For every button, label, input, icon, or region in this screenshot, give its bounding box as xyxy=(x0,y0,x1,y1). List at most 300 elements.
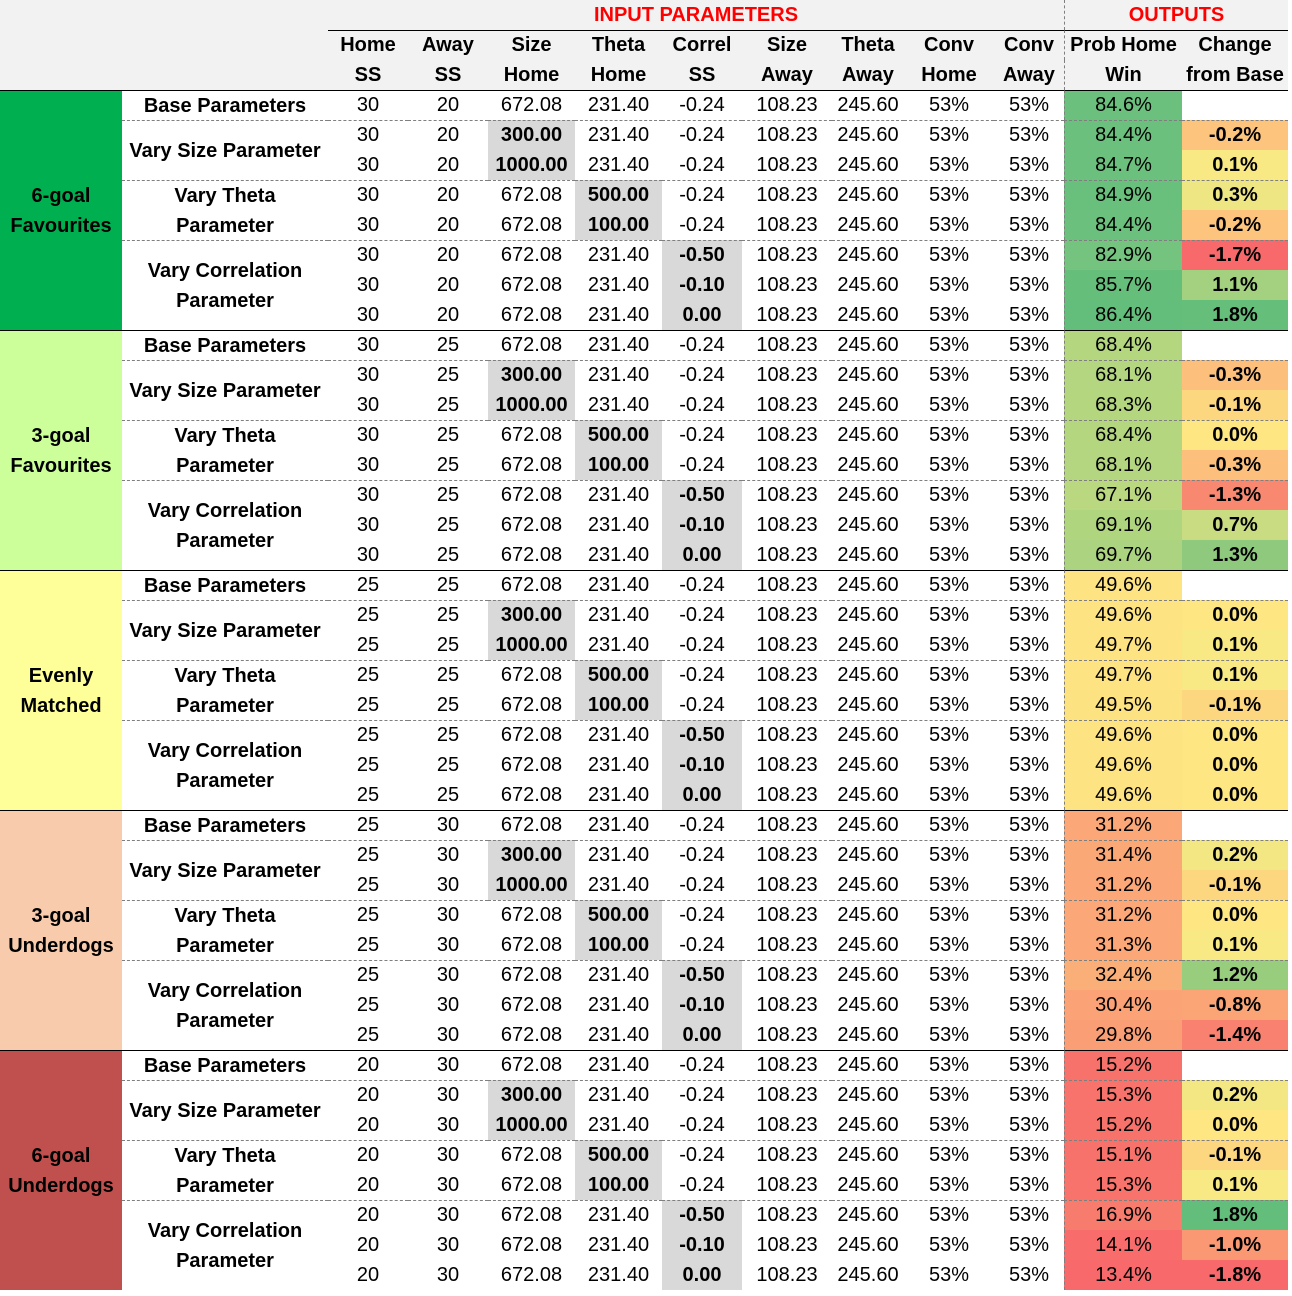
param-away-ss: 30 xyxy=(436,1113,460,1136)
scenario-label-line: Vary Size Parameter xyxy=(129,859,321,882)
param-conv-away: 53% xyxy=(994,660,1064,690)
param-size-home: 1000.00 xyxy=(488,630,575,660)
column-header: Away xyxy=(408,30,488,60)
param-conv-home: 53% xyxy=(904,480,994,510)
param-correl: 0.00 xyxy=(662,1020,742,1050)
param-home-ss: 30 xyxy=(328,180,408,210)
group-label xyxy=(0,90,122,330)
param-home-ss: 20 xyxy=(356,1263,380,1286)
param-conv-away: 53% xyxy=(994,1200,1064,1230)
change-from-base xyxy=(1182,330,1288,360)
param-size-away: 108.23 xyxy=(742,810,832,840)
param-away-ss: 30 xyxy=(436,1263,460,1286)
param-size-away: 108.23 xyxy=(742,240,832,270)
scenario-label-line: Parameter xyxy=(176,529,274,552)
param-away-ss: 20 xyxy=(408,90,488,120)
param-size-away: 108.23 xyxy=(756,273,818,296)
param-size-home: 672.08 xyxy=(488,180,575,210)
param-theta-home: 231.40 xyxy=(587,783,650,806)
param-theta-home: 231.40 xyxy=(587,513,650,536)
param-size-home: 300.00 xyxy=(488,1080,575,1110)
param-correl: -0.24 xyxy=(679,393,725,416)
param-conv-away: 53% xyxy=(1008,693,1050,716)
scenario-label-line: Parameter xyxy=(176,1249,274,1272)
param-away-ss: 30 xyxy=(436,873,460,896)
change-from-base: -1.7% xyxy=(1182,240,1288,270)
param-theta-home: 231.40 xyxy=(587,153,650,176)
param-conv-away: 53% xyxy=(1008,633,1050,656)
prob-home-win: 84.6% xyxy=(1064,90,1182,120)
param-home-ss: 25 xyxy=(328,570,408,600)
param-home-ss: 25 xyxy=(328,720,408,750)
param-away-ss: 25 xyxy=(436,753,460,776)
param-away-ss: 20 xyxy=(436,273,460,296)
column-header-sub: Away xyxy=(994,60,1064,90)
param-conv-away: 53% xyxy=(994,90,1064,120)
change-from-base: -0.1% xyxy=(1182,390,1288,420)
param-theta-home: 231.40 xyxy=(575,480,662,510)
group-label xyxy=(0,810,122,1050)
scenario-label-line: Vary Correlation xyxy=(147,739,303,762)
param-correl: -0.50 xyxy=(662,240,742,270)
param-size-home: 672.08 xyxy=(488,480,575,510)
param-theta-home: 231.40 xyxy=(575,90,662,120)
group-label-line: 3-goal xyxy=(31,424,91,447)
param-theta-away: 245.60 xyxy=(837,993,899,1016)
column-header: Conv xyxy=(994,30,1064,60)
param-home-ss: 30 xyxy=(356,513,380,536)
param-size-home: 672.08 xyxy=(488,720,575,750)
param-theta-away: 245.60 xyxy=(837,933,899,956)
group-label xyxy=(0,570,122,810)
param-conv-away: 53% xyxy=(994,1050,1064,1080)
scenario-label-line: Vary Size Parameter xyxy=(129,139,321,162)
change-from-base xyxy=(1182,90,1288,120)
param-correl: -0.10 xyxy=(662,510,742,540)
scenario-label xyxy=(122,330,328,360)
scenario-label-line: Parameter xyxy=(176,454,274,477)
param-correl: -0.24 xyxy=(679,693,725,716)
prob-home-win: 49.6% xyxy=(1064,750,1182,780)
param-theta-away: 245.60 xyxy=(832,720,904,750)
param-size-home: 672.08 xyxy=(488,1200,575,1230)
param-theta-away: 245.60 xyxy=(832,810,904,840)
param-size-away: 108.23 xyxy=(742,720,832,750)
param-correl: -0.10 xyxy=(662,1230,742,1260)
param-theta-away: 245.60 xyxy=(837,453,899,476)
scenario-label-line: Vary Correlation xyxy=(147,1219,303,1242)
param-conv-away: 53% xyxy=(1008,873,1050,896)
param-conv-home: 53% xyxy=(904,90,994,120)
param-home-ss: 30 xyxy=(328,90,408,120)
column-header: Prob Home xyxy=(1064,30,1182,60)
param-theta-home: 231.40 xyxy=(575,960,662,990)
prob-home-win: 15.2% xyxy=(1064,1110,1182,1140)
param-theta-home: 100.00 xyxy=(575,930,662,960)
param-size-home: 672.08 xyxy=(500,303,563,326)
change-from-base: 1.1% xyxy=(1182,270,1288,300)
param-size-home: 672.08 xyxy=(488,960,575,990)
param-conv-home: 53% xyxy=(904,720,994,750)
change-from-base: -1.0% xyxy=(1182,1230,1288,1260)
param-size-home: 672.08 xyxy=(488,420,575,450)
param-theta-home: 231.40 xyxy=(575,240,662,270)
param-away-ss: 30 xyxy=(408,1140,488,1170)
param-theta-home: 100.00 xyxy=(575,1170,662,1200)
change-from-base xyxy=(1182,570,1288,600)
param-theta-home: 231.40 xyxy=(587,1233,650,1256)
param-conv-home: 53% xyxy=(928,153,970,176)
group-label xyxy=(0,330,122,570)
scenario-label-line: Vary Theta xyxy=(174,664,276,687)
prob-home-win: 68.4% xyxy=(1064,330,1182,360)
change-from-base: 0.7% xyxy=(1182,510,1288,540)
param-size-away: 108.23 xyxy=(756,1263,818,1286)
prob-home-win: 15.2% xyxy=(1064,1050,1182,1080)
param-conv-home: 53% xyxy=(928,453,970,476)
param-conv-home: 53% xyxy=(928,1233,970,1256)
param-away-ss: 20 xyxy=(408,120,488,150)
scenario-label xyxy=(122,480,328,570)
change-from-base: -0.1% xyxy=(1182,1140,1288,1170)
param-conv-home: 53% xyxy=(904,360,994,390)
param-theta-home: 231.40 xyxy=(587,993,650,1016)
column-header: Conv xyxy=(904,30,994,60)
scenario-label-line: Vary Size Parameter xyxy=(129,619,321,642)
scenario-label-line: Vary Size Parameter xyxy=(129,1099,321,1122)
prob-home-win: 68.3% xyxy=(1064,390,1182,420)
param-home-ss: 25 xyxy=(356,873,380,896)
param-conv-away: 53% xyxy=(1008,993,1050,1016)
scenario-label xyxy=(122,1200,328,1290)
prob-home-win: 30.4% xyxy=(1064,990,1182,1020)
param-correl: -0.24 xyxy=(679,213,725,236)
param-home-ss: 30 xyxy=(328,480,408,510)
param-correl: 0.00 xyxy=(662,540,742,570)
param-theta-home: 231.40 xyxy=(587,1263,650,1286)
param-conv-home: 53% xyxy=(904,600,994,630)
param-away-ss: 30 xyxy=(408,900,488,930)
param-conv-home: 53% xyxy=(928,1113,970,1136)
param-away-ss: 25 xyxy=(436,453,460,476)
scenario-label xyxy=(122,660,328,720)
param-conv-away: 53% xyxy=(1008,513,1050,536)
group-label-line: 6-goal xyxy=(31,184,91,207)
param-conv-away: 53% xyxy=(1008,453,1050,476)
scenario-label xyxy=(122,180,328,240)
param-correl: -0.24 xyxy=(662,660,742,690)
group-label xyxy=(0,1050,122,1290)
param-conv-home: 53% xyxy=(928,303,970,326)
param-size-away: 108.23 xyxy=(742,660,832,690)
param-theta-home: 500.00 xyxy=(575,900,662,930)
param-correl: -0.24 xyxy=(662,840,742,870)
param-theta-away: 245.60 xyxy=(837,693,899,716)
scenario-label-line: Parameter xyxy=(176,694,274,717)
param-size-away: 108.23 xyxy=(756,693,818,716)
column-header-sub: SS xyxy=(662,60,742,90)
group-label-line: 3-goal xyxy=(31,904,91,927)
param-away-ss: 30 xyxy=(408,840,488,870)
param-conv-home: 53% xyxy=(928,693,970,716)
param-conv-home: 53% xyxy=(904,840,994,870)
param-size-home: 672.08 xyxy=(488,810,575,840)
param-theta-home: 231.40 xyxy=(575,570,662,600)
param-correl: -0.24 xyxy=(679,873,725,896)
prob-home-win: 84.4% xyxy=(1064,210,1182,240)
param-home-ss: 20 xyxy=(328,1200,408,1230)
param-size-home: 672.08 xyxy=(500,513,563,536)
param-home-ss: 30 xyxy=(328,420,408,450)
param-theta-home: 231.40 xyxy=(587,873,650,896)
param-conv-home: 53% xyxy=(928,783,970,806)
param-theta-away: 245.60 xyxy=(832,180,904,210)
prob-home-win: 84.9% xyxy=(1064,180,1182,210)
param-away-ss: 25 xyxy=(436,393,460,416)
scenario-label xyxy=(122,120,328,180)
param-size-away: 108.23 xyxy=(756,393,818,416)
change-from-base: -1.3% xyxy=(1182,480,1288,510)
param-theta-away: 245.60 xyxy=(837,513,899,536)
param-conv-away: 53% xyxy=(994,900,1064,930)
param-correl: 0.00 xyxy=(662,300,742,330)
param-theta-home: 100.00 xyxy=(575,690,662,720)
param-home-ss: 20 xyxy=(328,1080,408,1110)
param-conv-home: 53% xyxy=(928,1023,970,1046)
param-conv-away: 53% xyxy=(994,960,1064,990)
prob-home-win: 16.9% xyxy=(1064,1200,1182,1230)
param-correl: -0.24 xyxy=(679,1113,725,1136)
param-size-away: 108.23 xyxy=(756,513,818,536)
change-from-base: -0.3% xyxy=(1182,450,1288,480)
param-conv-home: 53% xyxy=(928,213,970,236)
param-size-away: 108.23 xyxy=(742,1050,832,1080)
param-conv-home: 53% xyxy=(928,933,970,956)
param-home-ss: 25 xyxy=(328,960,408,990)
param-size-away: 108.23 xyxy=(756,213,818,236)
scenario-label-line: Parameter xyxy=(176,1174,274,1197)
param-conv-home: 53% xyxy=(904,120,994,150)
param-correl: -0.24 xyxy=(662,1140,742,1170)
group-label-line: Underdogs xyxy=(8,934,114,957)
scenario-label-line: Vary Correlation xyxy=(147,499,303,522)
param-theta-away: 245.60 xyxy=(832,1080,904,1110)
param-theta-away: 245.60 xyxy=(832,660,904,690)
param-away-ss: 30 xyxy=(408,810,488,840)
param-theta-home: 500.00 xyxy=(575,1140,662,1170)
param-conv-away: 53% xyxy=(1008,1173,1050,1196)
param-home-ss: 25 xyxy=(356,693,380,716)
param-correl: -0.10 xyxy=(662,270,742,300)
param-correl: -0.24 xyxy=(662,90,742,120)
param-size-home: 1000.00 xyxy=(488,1110,575,1140)
param-size-home: 300.00 xyxy=(488,840,575,870)
change-from-base: 0.1% xyxy=(1182,660,1288,690)
param-home-ss: 30 xyxy=(328,120,408,150)
param-home-ss: 30 xyxy=(356,153,380,176)
param-correl: -0.50 xyxy=(662,480,742,510)
param-away-ss: 30 xyxy=(408,960,488,990)
param-theta-away: 245.60 xyxy=(832,240,904,270)
param-theta-home: 231.40 xyxy=(587,543,650,566)
param-size-home: 672.08 xyxy=(500,1173,563,1196)
param-conv-away: 53% xyxy=(994,840,1064,870)
param-away-ss: 25 xyxy=(408,600,488,630)
scenario-label xyxy=(122,720,328,810)
change-from-base: 0.3% xyxy=(1182,180,1288,210)
param-size-away: 108.23 xyxy=(756,933,818,956)
param-away-ss: 30 xyxy=(436,1173,460,1196)
change-from-base: 1.8% xyxy=(1182,300,1288,330)
group-label-line: 6-goal xyxy=(31,1144,91,1167)
param-theta-home: 231.40 xyxy=(575,120,662,150)
param-home-ss: 30 xyxy=(356,543,380,566)
param-away-ss: 30 xyxy=(408,1200,488,1230)
param-away-ss: 30 xyxy=(408,1050,488,1080)
change-from-base: -0.2% xyxy=(1182,120,1288,150)
param-theta-away: 245.60 xyxy=(837,273,899,296)
param-away-ss: 20 xyxy=(436,213,460,236)
scenario-label xyxy=(122,420,328,480)
param-away-ss: 25 xyxy=(408,720,488,750)
param-theta-away: 245.60 xyxy=(837,303,899,326)
param-theta-home: 231.40 xyxy=(575,720,662,750)
param-size-away: 108.23 xyxy=(742,360,832,390)
scenario-label-line: Base Parameters xyxy=(143,94,307,117)
param-home-ss: 25 xyxy=(356,993,380,1016)
param-away-ss: 30 xyxy=(436,993,460,1016)
param-conv-away: 53% xyxy=(1008,1023,1050,1046)
prob-home-win: 82.9% xyxy=(1064,240,1182,270)
scenario-label-line: Vary Theta xyxy=(174,904,276,927)
param-conv-home: 53% xyxy=(904,1080,994,1110)
change-from-base: 0.1% xyxy=(1182,150,1288,180)
param-correl: -0.24 xyxy=(662,1050,742,1080)
param-home-ss: 30 xyxy=(328,240,408,270)
param-conv-away: 53% xyxy=(1008,753,1050,776)
param-away-ss: 30 xyxy=(436,933,460,956)
param-theta-away: 245.60 xyxy=(832,900,904,930)
param-conv-home: 53% xyxy=(928,633,970,656)
prob-home-win: 15.3% xyxy=(1064,1080,1182,1110)
param-size-home: 672.08 xyxy=(488,240,575,270)
param-correl: -0.24 xyxy=(662,120,742,150)
group-label-line: Matched xyxy=(20,694,102,717)
param-size-home: 300.00 xyxy=(488,120,575,150)
column-header-sub: Home xyxy=(904,60,994,90)
param-size-home: 672.08 xyxy=(500,1263,563,1286)
param-size-home: 672.08 xyxy=(500,993,563,1016)
scenario-label xyxy=(122,1050,328,1080)
param-away-ss: 25 xyxy=(408,480,488,510)
param-theta-away: 245.60 xyxy=(832,600,904,630)
param-home-ss: 20 xyxy=(328,1140,408,1170)
scenario-label xyxy=(122,960,328,1050)
param-size-away: 108.23 xyxy=(742,1140,832,1170)
param-size-home: 672.08 xyxy=(500,783,563,806)
change-from-base: 0.0% xyxy=(1182,420,1288,450)
change-from-base: 0.0% xyxy=(1182,750,1288,780)
param-size-home: 672.08 xyxy=(500,273,563,296)
param-conv-away: 53% xyxy=(1008,1113,1050,1136)
param-away-ss: 30 xyxy=(408,1080,488,1110)
param-conv-away: 53% xyxy=(994,480,1064,510)
param-conv-away: 53% xyxy=(1008,393,1050,416)
param-size-home: 672.08 xyxy=(500,933,563,956)
prob-home-win: 49.6% xyxy=(1064,570,1182,600)
param-correl: -0.24 xyxy=(662,330,742,360)
param-away-ss: 25 xyxy=(408,660,488,690)
prob-home-win: 68.4% xyxy=(1064,420,1182,450)
param-theta-away: 245.60 xyxy=(837,783,899,806)
param-conv-home: 53% xyxy=(928,273,970,296)
param-correl: -0.50 xyxy=(662,1200,742,1230)
param-theta-home: 231.40 xyxy=(575,360,662,390)
param-size-away: 108.23 xyxy=(756,1113,818,1136)
param-away-ss: 20 xyxy=(408,240,488,270)
param-conv-home: 53% xyxy=(928,873,970,896)
scenario-label-line: Parameter xyxy=(176,1009,274,1032)
param-home-ss: 30 xyxy=(356,393,380,416)
param-conv-home: 53% xyxy=(904,1140,994,1170)
column-header: Size xyxy=(742,30,832,60)
param-theta-away: 245.60 xyxy=(837,873,899,896)
param-conv-away: 53% xyxy=(994,600,1064,630)
column-header-sub: Away xyxy=(742,60,832,90)
param-size-home: 672.08 xyxy=(488,900,575,930)
param-theta-home: 100.00 xyxy=(575,210,662,240)
param-size-home: 672.08 xyxy=(488,330,575,360)
change-from-base: -1.4% xyxy=(1182,1020,1288,1050)
prob-home-win: 49.5% xyxy=(1064,690,1182,720)
change-from-base: 0.2% xyxy=(1182,1080,1288,1110)
change-from-base: 0.1% xyxy=(1182,630,1288,660)
param-size-away: 108.23 xyxy=(756,783,818,806)
column-header-sub: Away xyxy=(832,60,904,90)
param-home-ss: 30 xyxy=(356,453,380,476)
param-theta-away: 245.60 xyxy=(837,153,899,176)
param-theta-away: 245.60 xyxy=(837,1263,899,1286)
param-conv-home: 53% xyxy=(928,543,970,566)
param-size-home: 1000.00 xyxy=(488,870,575,900)
param-theta-away: 245.60 xyxy=(837,213,899,236)
param-theta-away: 245.60 xyxy=(832,1050,904,1080)
group-label-line: Evenly xyxy=(28,664,94,687)
param-conv-away: 53% xyxy=(1008,303,1050,326)
param-size-home: 1000.00 xyxy=(488,390,575,420)
param-home-ss: 25 xyxy=(356,1023,380,1046)
param-conv-away: 53% xyxy=(994,720,1064,750)
param-theta-home: 100.00 xyxy=(575,450,662,480)
param-size-home: 672.08 xyxy=(500,753,563,776)
param-conv-away: 53% xyxy=(1008,1263,1050,1286)
param-size-away: 108.23 xyxy=(756,1173,818,1196)
param-correl: -0.10 xyxy=(662,990,742,1020)
param-size-away: 108.23 xyxy=(756,303,818,326)
param-theta-home: 231.40 xyxy=(575,1080,662,1110)
prob-home-win: 14.1% xyxy=(1064,1230,1182,1260)
param-conv-home: 53% xyxy=(904,960,994,990)
change-from-base: -0.1% xyxy=(1182,690,1288,720)
param-conv-away: 53% xyxy=(1008,543,1050,566)
param-home-ss: 20 xyxy=(356,1233,380,1256)
change-from-base: 0.0% xyxy=(1182,1110,1288,1140)
param-theta-away: 245.60 xyxy=(837,1173,899,1196)
param-size-away: 108.23 xyxy=(756,873,818,896)
param-size-away: 108.23 xyxy=(756,543,818,566)
param-correl: -0.24 xyxy=(662,600,742,630)
param-correl: -0.10 xyxy=(662,750,742,780)
